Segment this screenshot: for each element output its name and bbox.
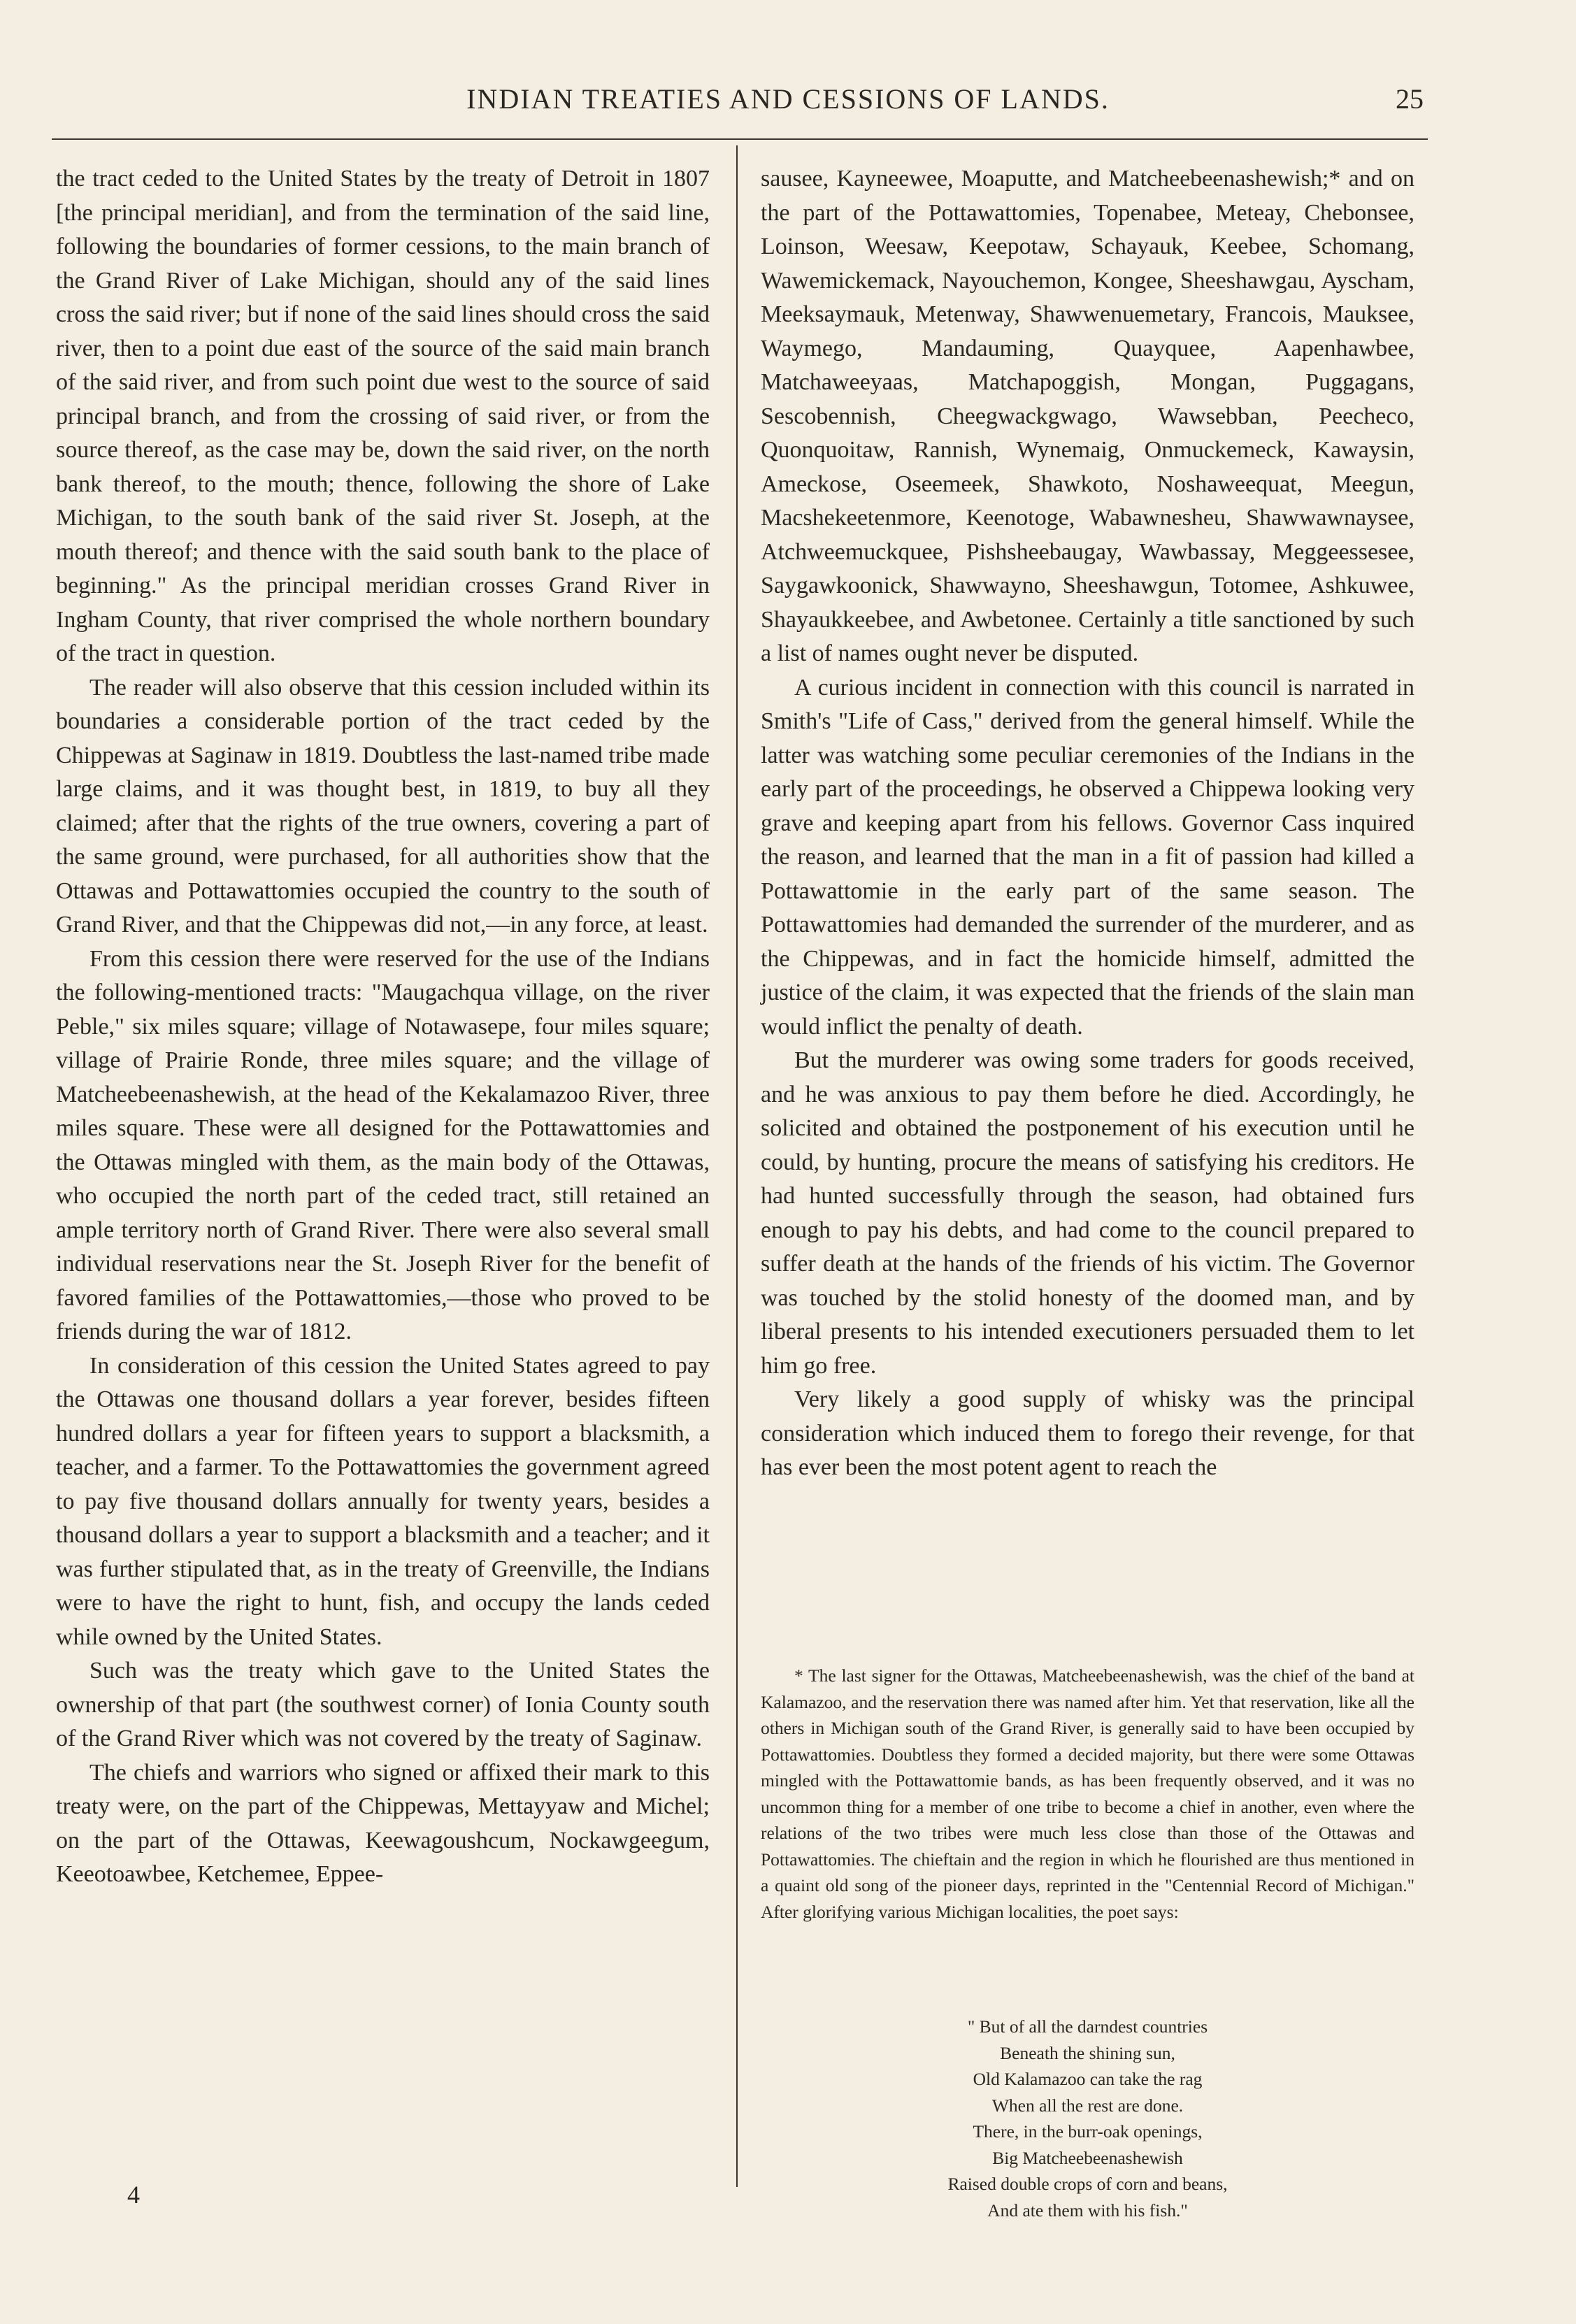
page-header [0, 83, 1576, 124]
poem-line: Old Kalamazoo can take the rag [973, 2069, 1203, 2089]
paragraph: Such was the treaty which gave to the United States the ownership of that part (the southwest corner) of Ionia County south of the Grand River which was not covered by the treaty of Saginaw. [56, 1658, 710, 1751]
poem-line: When all the rest are done. [991, 2095, 1184, 2116]
poem-line: And ate them with his fish." [987, 2200, 1188, 2221]
paragraph: The reader will also observe that this cession included within its boundaries a considerable portion of the tract ceded by the Chippewas at Saginaw in 1819. Doubtless the last-named tribe made large claims, and it was thought best, in 1819, to buy all they claimed; after that the rights of the true owners, covering a part of the same ground, were purchased, for all authorities show that the Ottawas and Pottawattomies occupied the country to the south of Grand River, and that the Chippewas did not,—in any force, at least. [56, 674, 710, 938]
footnote-poem [761, 2014, 1414, 2223]
signature-mark: 4 [127, 2181, 140, 2209]
column-divider [736, 145, 738, 2187]
paragraph: the tract ceded to the United States by the treaty of Detroit in 1807 [the principal meridian], and from the termination of the said line, following the boundaries of former cessions, to the main branch of the Grand River of Lake Michigan, should any of the said lines cross the said river; but if none of the said lines should cross the said river, then to a point due east of the source of the said main branch of the said river, and from such point due west to the source of said principal branch, and from the crossing of said river, or from the source thereof, as the case may be, down the said river, on the north bank thereof, to the mouth; thence, following the shore of Lake Michigan, to the south bank of the said river St. Joseph, at the mouth thereof; and thence with the said south bank to the place of beginning." As the principal meridian crosses Grand River in Ingham County, that river comprised the whole northern boundary of the tract in question. [56, 166, 710, 666]
paragraph: A curious incident in connection with this council is narrated in Smith's "Life of Cass," derived from the general himself. While the latter was watching some peculiar ceremonies of the Indians in the early part of the proceedings, he observed a Chippewa looking very grave and keeping apart from his fellows. Governor Cass inquired the reason, and learned that the man in a fit of passion had killed a Pottawattomie in the early part of the same season. The Pottawattomies had demanded the surrender of the murderer, and as the Chippewas, and in fact the homicide himself, admitted the justice of the claim, it was expected that the friends of the slain man would inflict the penalty of death. [761, 674, 1414, 1040]
page-number: 25 [1396, 83, 1424, 115]
paragraph: From this cession there were reserved for the use of the Indians the following-mentioned tracts: "Maugachqua village, on the river Peble," six miles square; village of Notawasepe, four miles square; village of Prairie Ronde, three miles square; and the village of Matcheebeenashewish, at the head of the Kekalamazoo River, three miles square. These were all designed for the Pottawattomies and the Ottawas mingled with them, as the main body of the Ottawas, who occupied the north part of the ceded tract, still retained an ample territory north of Grand River. There were also several small individual reservations near the St. Joseph River for the benefit of favored families of the Pottawattomies,—those who proved to be friends during the war of 1812. [56, 945, 710, 1344]
running-title: INDIAN TREATIES AND CESSIONS OF LANDS. [466, 83, 1110, 115]
paragraph: Very likely a good supply of whisky was the principal consideration which induced them to forego their revenge, for that has ever been the most potent agent to reach the [761, 1386, 1414, 1480]
left-column [56, 162, 710, 1892]
paragraph: sausee, Kayneewee, Moaputte, and Matcheebeenashewish;* and on the part of the Pottawattomies, Topenabee, Meteay, Chebonsee, Loinson, Weesaw, Keepotaw, Schayauk, Keebee, Schomang, Wawemickemack, Nayouchemon, Kongee, Sheeshawgau, Ayscham, Meeksaymauk, Metenway, Shawwenuemetary, Francois, Mauksee, Waymego, Mandauming, Quayquee, Aapenhawbee, Matchaweeyaas, Matchapoggish, Mongan, Puggagans, Sescobennish, Cheegwackgwago, Wawsebban, Peecheco, Quonquoitaw, Rannish, Wynemaig, Onmuckemeck, Kawaysin, Ameckose, Oseemeek, Shawkoto, Noshaweequat, Meegun, Macshekeetenmore, Keenotoge, Wabawnesheu, Shawwawnaysee, Atchweemuckquee, Pishsheebaugay, Wawbassay, Meggeessesee, Saygawkoonick, Shawwayno, Sheeshawgun, Totomee, Ashkuwee, Shayaukkeebee, and Awbetonee. Certainly a title sanctioned by such a list of names ought never be disputed. [761, 166, 1414, 666]
paragraph: But the murderer was owing some traders for goods received, and he was anxious to pay them before he died. Accordingly, he solicited and obtained the postponement of his execution until he could, by hunting, procure the means of satisfying his creditors. He had hunted successfully through the season, had obtained furs enough to pay his debts, and had come to the council prepared to suffer death at the hands of the friends of his victim. The Governor was touched by the stolid honesty of the doomed man, and by liberal presents to his intended executioners persuaded them to let him go free. [761, 1047, 1414, 1379]
paragraph: In consideration of this cession the United States agreed to pay the Ottawas one thousand dollars a year forever, besides fifteen hundred dollars a year for fifteen years to support a blacksmith, a teacher, and a farmer. To the Pottawattomies the government agreed to pay five thousand dollars annually for twenty years, besides a thousand dollars a year to support a blacksmith and a teacher; and it was further stipulated that, as in the treaty of Greenville, the Indians were to have the right to hunt, fish, and occupy the lands ceded while owned by the United States. [56, 1352, 710, 1650]
poem-line: Big Matcheebeenashewish [992, 2147, 1183, 2168]
poem-line: There, in the burr-oak openings, [973, 2121, 1203, 2142]
poem-line: Raised double crops of corn and beans, [947, 2174, 1228, 2194]
footnote [761, 1663, 1414, 1925]
right-column [761, 162, 1414, 1485]
poem-line: Beneath the shining sun, [1000, 2042, 1175, 2063]
footnote-text: * The last signer for the Ottawas, Matcheebeenashewish, was the chief of the band at Kalamazoo, and the reservation there was named after him. Yet that reservation, like all the others in Michigan south of the Grand River, is generally said to have been occupied by Pottawattomies. Doubtless they formed a decided majority, but there were some Ottawas mingled with the Pottawattomie bands, as has been frequently observed, and it was no uncommon thing for a member of one tribe to become a chief in another, even where the relations of the two tribes were much less close than those of the Ottawas and Pottawattomies. The chieftain and the region in which he flourished are thus mentioned in a quaint old song of the pioneer days, reprinted in the "Centennial Record of Michigan." After glorifying various Michigan localities, the poet says: [761, 1665, 1414, 1922]
header-rule [52, 138, 1428, 140]
poem-line: " But of all the darndest countries [967, 2016, 1208, 2037]
paragraph: The chiefs and warriors who signed or affixed their mark to this treaty were, on the part of the Chippewas, Mettayyaw and Michel; on the part of the Ottawas, Keewagoushcum, Nockawgeegum, Keeotoawbee, Ketchemee, Eppee- [56, 1759, 710, 1887]
